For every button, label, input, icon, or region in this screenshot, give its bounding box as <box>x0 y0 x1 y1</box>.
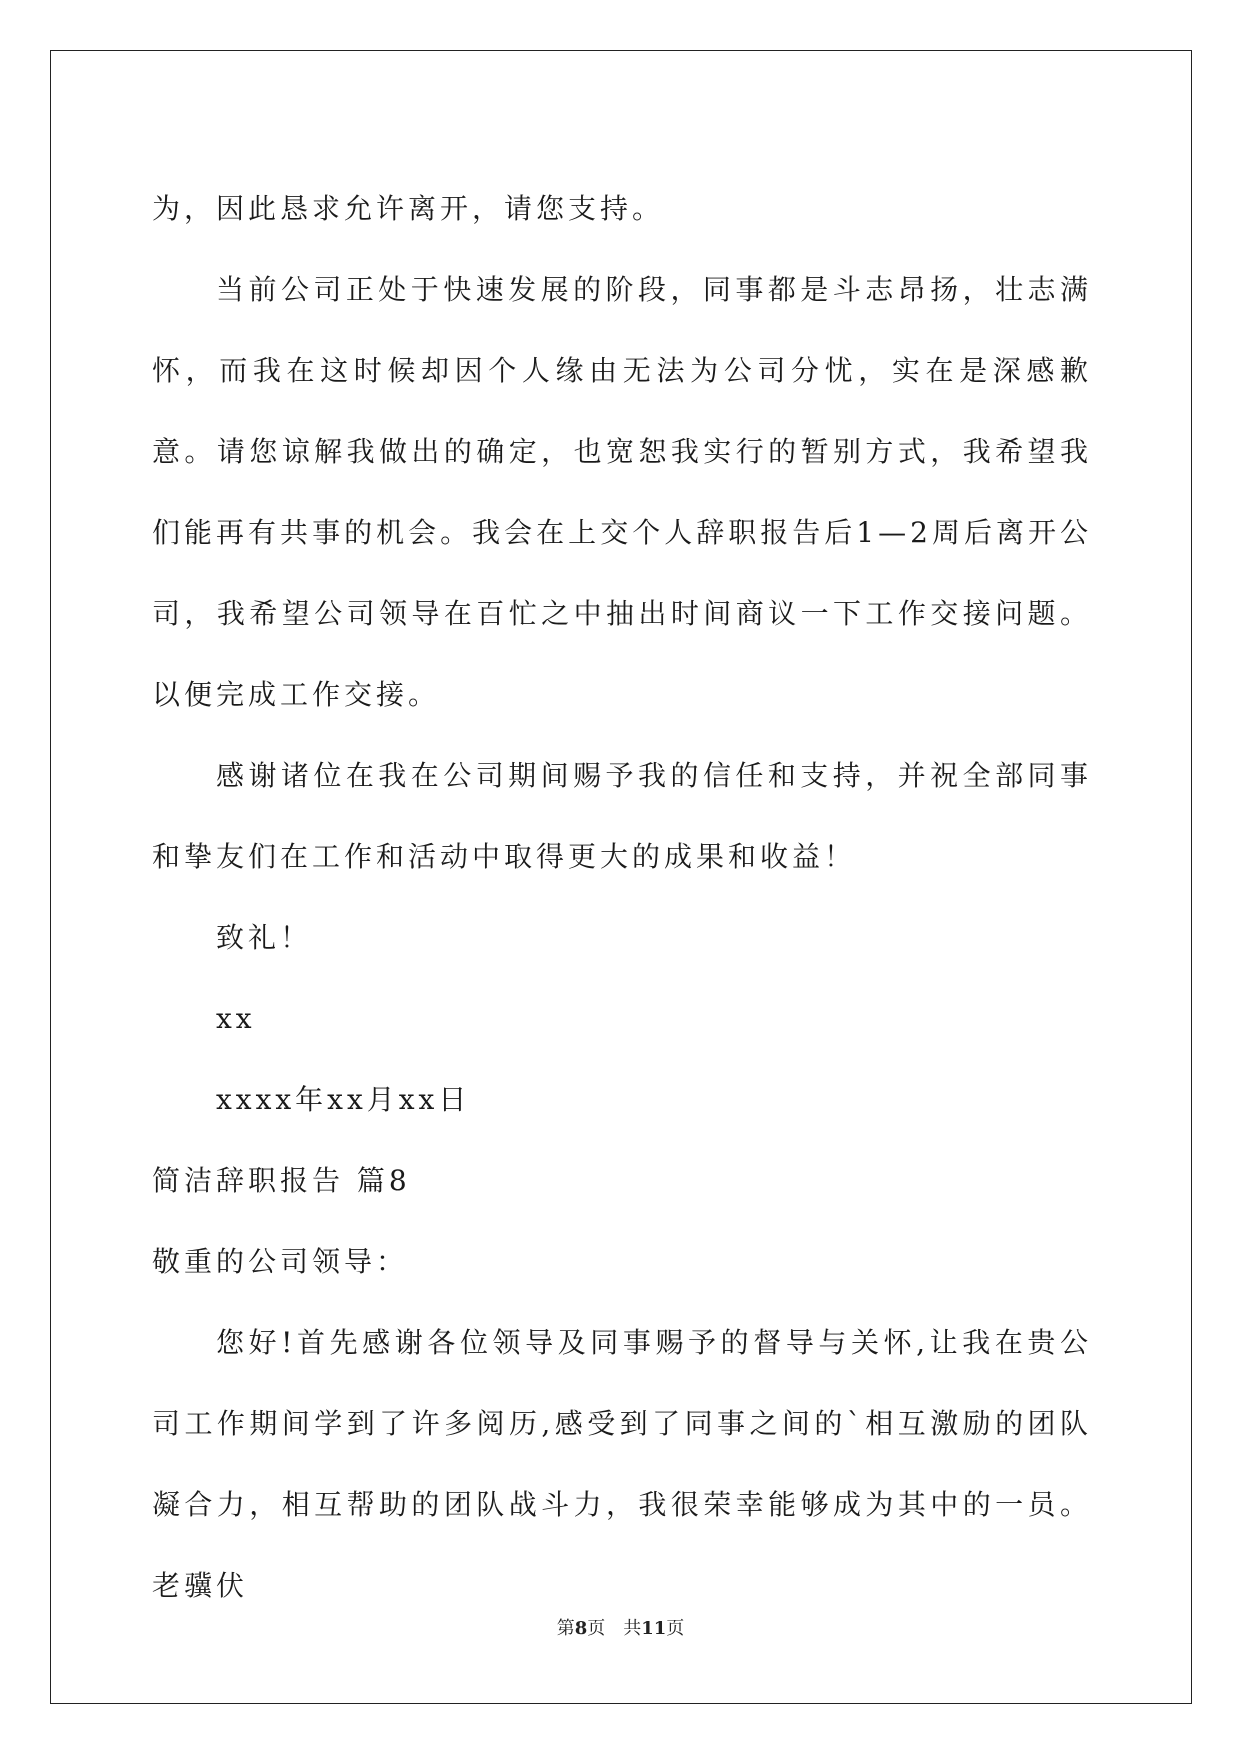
signature-name: xx <box>216 1002 256 1035</box>
document-body <box>152 168 1092 1626</box>
paragraph-opening: 您好!首先感谢各位领导及同事赐予的督导与关怀,让我在贵公司工作期间学到了许多阅历,感受到了同事之间的`相互激励的团队凝合力，相互帮助的团队战斗力，我很荣幸能够成为其中的一员。老骥伏 <box>152 1326 1092 1602</box>
paragraph-continuation: 为，因此恳求允许离开，请您支持。 <box>152 192 665 225</box>
footer-prefix: 第 <box>556 1618 575 1639</box>
paragraph-departure-reason: 当前公司正处于快速发展的阶段，同事都是斗志昂扬，壮志满怀，而我在这时候却因个人缘由无法为公司分忧，实在是深感歉意。请您谅解我做出的确定，也宽恕我实行的暂别方式，我希望我们能再有共事的机会。我会在上交个人辞职报告后1—2周后离开公司，我希望公司领导在百忙之中抽出时间商议一下工作交接问题。以便完成工作交接。 <box>152 273 1092 711</box>
footer-page-number: 8 <box>574 1618 588 1639</box>
paragraph-thanks: 感谢诸位在我在公司期间赐予我的信任和支持，并祝全部同事和挚友们在工作和活动中取得更大的成果和收益！ <box>152 759 1092 873</box>
footer-suffix: 页 <box>666 1618 685 1639</box>
salutation: 敬重的公司领导： <box>152 1245 409 1278</box>
footer-total-pages: 11 <box>641 1618 667 1639</box>
footer-mid: 页 共 <box>587 1618 642 1639</box>
paragraph-regards: 致礼！ <box>216 921 313 954</box>
section-title: 简洁辞职报告 篇8 <box>152 1164 411 1197</box>
signature-date: xxxx年xx月xx日 <box>216 1083 471 1116</box>
page-footer <box>0 1617 1241 1641</box>
